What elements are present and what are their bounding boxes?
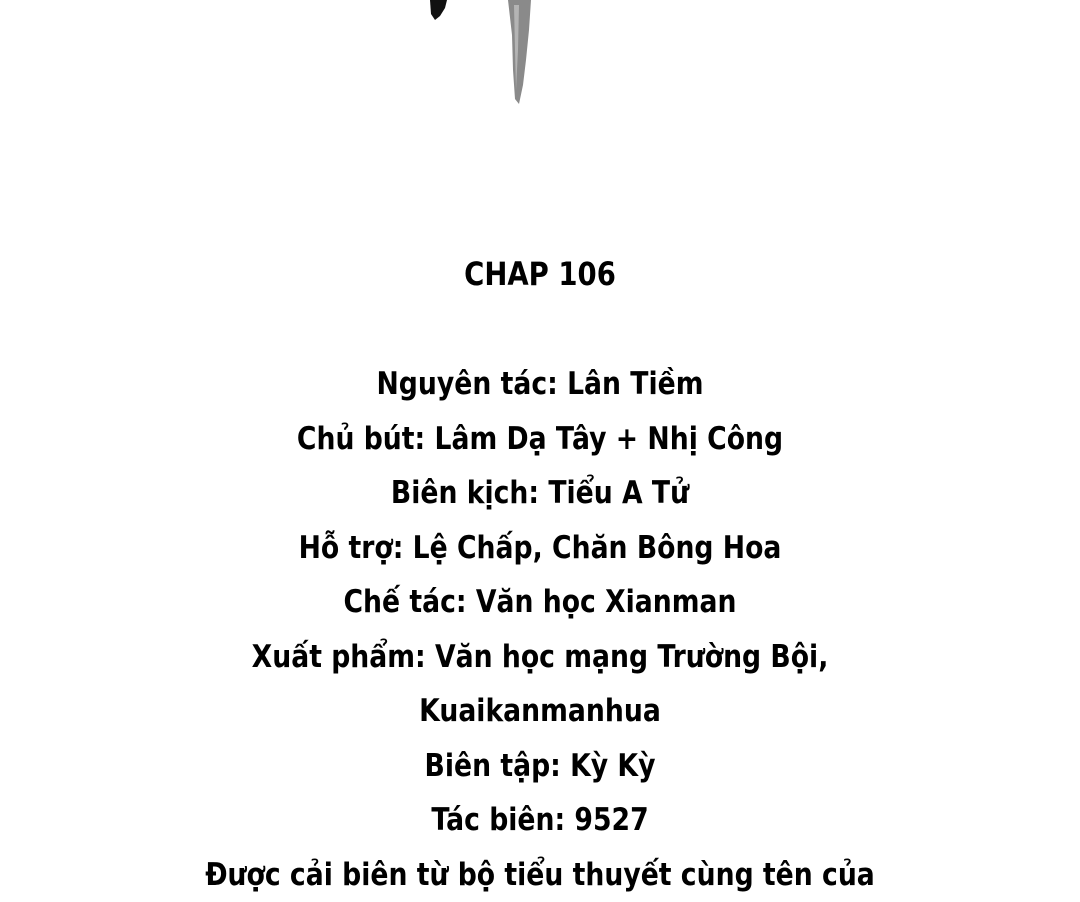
credit-lead-artist: Chủ bút: Lâm Dạ Tây + Nhị Công — [76, 412, 1005, 467]
credit-editor: Biên tập: Kỳ Kỳ — [76, 739, 1005, 794]
ink-stroke-gray — [508, 0, 531, 104]
credit-adaptation-note: Được cải biên từ bộ tiểu thuyết cùng tên của — [76, 848, 1005, 902]
ink-stroke-dark — [430, 0, 447, 20]
credit-publisher: Xuất phẩm: Văn học mạng Trường Bội, — [76, 630, 1005, 685]
credit-screenwriter: Biên kịch: Tiểu A Tử — [76, 466, 1005, 521]
chapter-title: CHAP 106 — [76, 252, 1005, 296]
credit-assistants: Hỗ trợ: Lệ Chấp, Chăn Bông Hoa — [76, 521, 1005, 576]
credit-compiler: Tác biên: 9527 — [76, 793, 1005, 848]
credit-publisher-continued: Kuaikanmanhua — [76, 684, 1005, 739]
credit-original-author: Nguyên tác: Lân Tiềm — [76, 357, 1005, 412]
credit-production: Chế tác: Văn học Xianman — [76, 575, 1005, 630]
credits-list — [76, 357, 1005, 902]
ink-brush-stroke — [0, 0, 1080, 120]
